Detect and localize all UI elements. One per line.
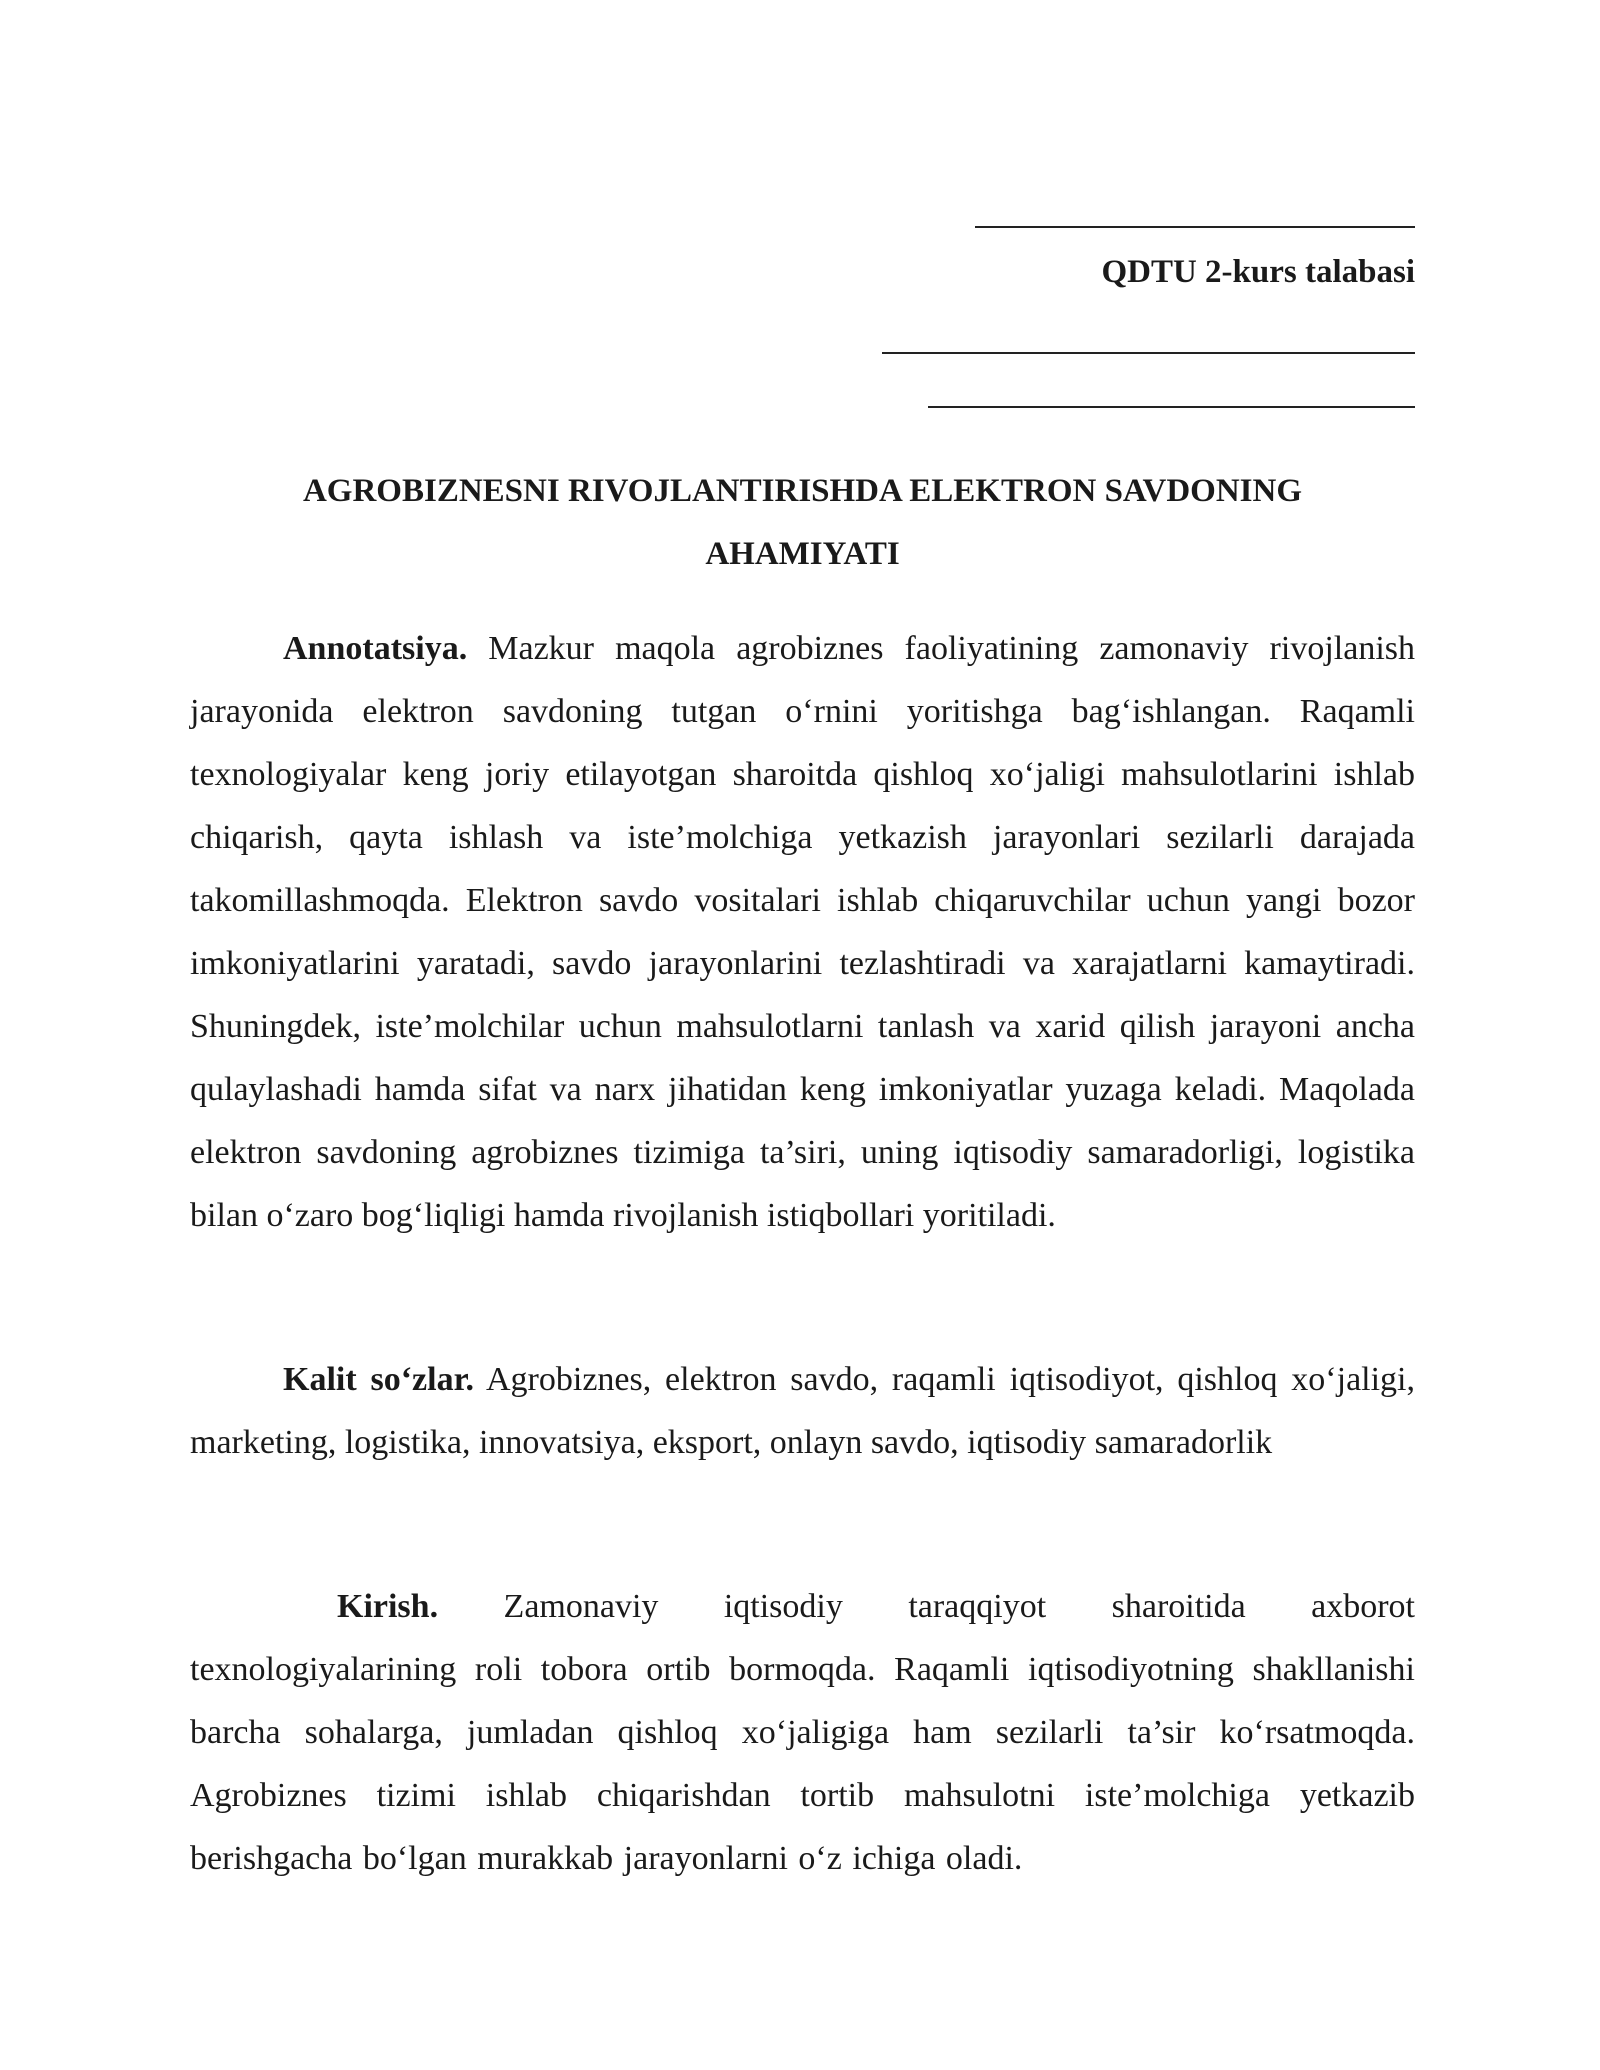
keywords-label: Kalit so‘zlar. [283, 1361, 475, 1398]
keywords-paragraph [190, 1348, 1415, 1474]
annotation-label: Annotatsiya. [283, 630, 468, 667]
author-contact-blank-line [928, 406, 1415, 408]
article-title [190, 460, 1415, 586]
author-name-blank-line [975, 226, 1415, 228]
introduction-paragraph [190, 1575, 1415, 1890]
introduction-label: Kirish. [337, 1588, 439, 1625]
annotation-paragraph [190, 617, 1415, 1247]
introduction-text: Zamonaviy iqtisodiy taraqqiyot sharoitida axborot texnologiyalarining roli tobora ortib bormoqda. Raqamli iqtisodiyotning shakllanishi barcha sohalarga, jumladan qishloq xo‘jaligiga ham sezilarli ta’sir ko‘rsatmoqda. Agrobiznes tizimi ishlab chiqarishdan tortib mahsulotni iste’molchiga yetkazib berishgacha bo‘lgan murakkab jarayonlarni o‘z ichiga oladi. [190, 1588, 1416, 1877]
article-title-line-2: AHAMIYATI [705, 536, 900, 572]
annotation-text: Mazkur maqola agrobiznes faoliyatining zamonaviy rivojlanish jarayonida elektron savdoning tutgan o‘rnini yoritishga bag‘ishlangan. Raqamli texnologiyalar keng joriy etilayotgan sharoitda qishloq xo‘jaligi mahsulotlarini ishlab chiqarish, qayta ishlash va iste’molchiga yetkazish jarayonlari sezilarli darajada takomillashmoqda. Elektron savdo vositalari ishlab chiqaruvchilar uchun yangi bozor imkoniyatlarini yaratadi, savdo jarayonlarini tezlashtiradi va xarajatlarni kamaytiradi. Shuningdek, iste’molchilar uchun mahsulotlarni tanlash va xarid qilish jarayoni ancha qulaylashadi hamda sifat va narx jihatidan keng imkoniyatlar yuzaga keladi. Maqolada elektron savdoning agrobiznes tizimiga ta’siri, uning iqtisodiy samaradorligi, logistika bilan o‘zaro bog‘liqligi hamda rivojlanish istiqbollari yoritiladi. [190, 630, 1415, 1234]
author-affiliation: QDTU 2-kurs talabasi [1101, 254, 1415, 290]
author-info-blank-line [882, 352, 1415, 354]
keywords-text: Agrobiznes, elektron savdo, raqamli iqtisodiyot, qishloq xo‘jaligi, marketing, logistika, innovatsiya, eksport, onlayn savdo, iqtisodiy samaradorlik [190, 1361, 1415, 1461]
article-title-line-1: AGROBIZNESNI RIVOJLANTIRISHDA ELEKTRON SAVDONING [302, 473, 1303, 509]
